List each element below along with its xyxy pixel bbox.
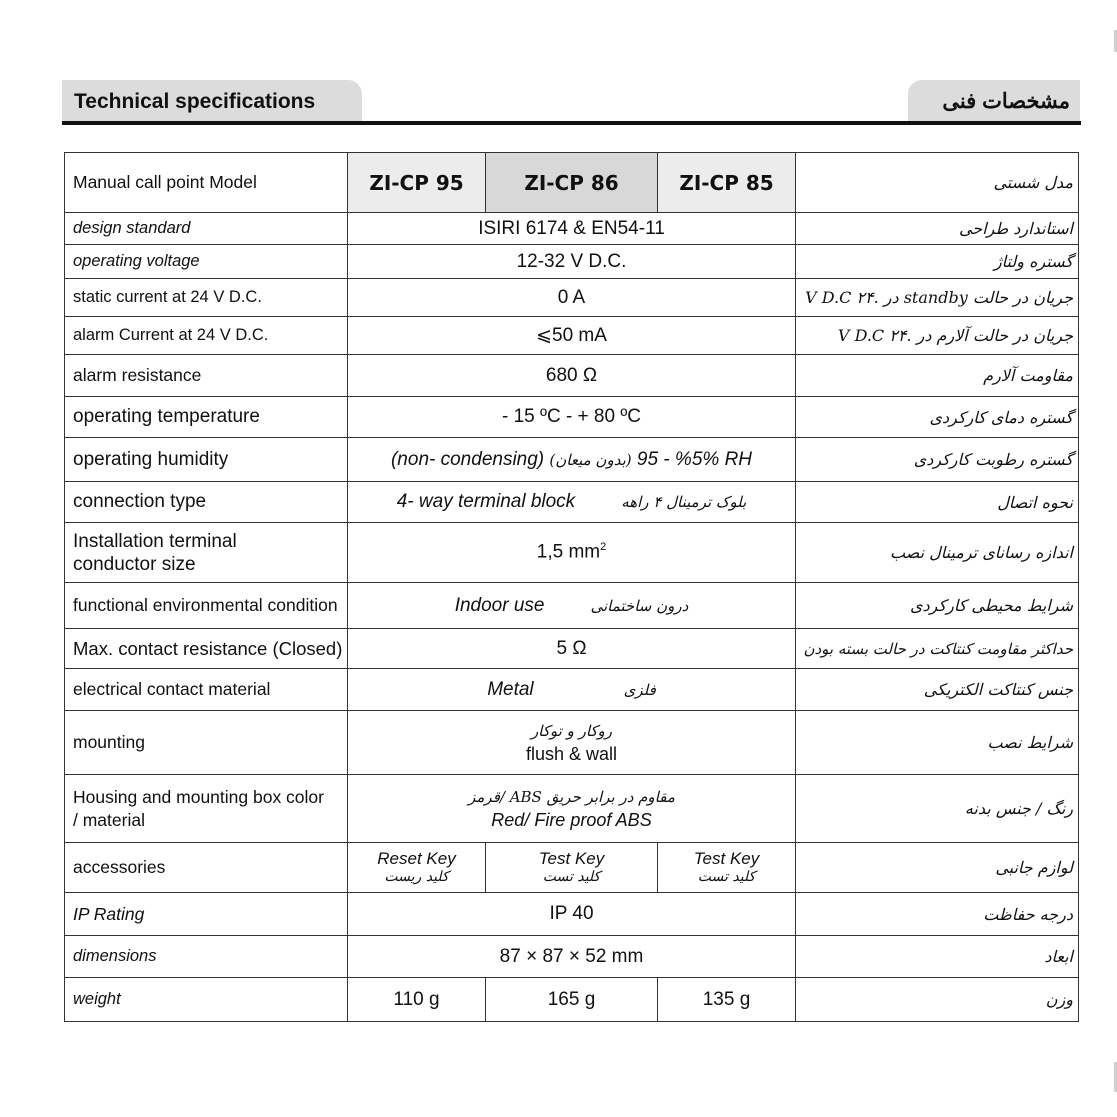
- row-label-en: alarm resistance: [65, 355, 348, 397]
- row-label-fa: اندازه رسانای ترمینال نصب: [796, 523, 1079, 583]
- row-label-fa: مقاومت آلارم: [796, 355, 1079, 397]
- label-line: / material: [73, 809, 145, 830]
- weight-value: 135 g: [658, 978, 796, 1022]
- row-value: [348, 438, 796, 482]
- row-value: 0 A: [348, 279, 796, 317]
- row-value: [348, 583, 796, 629]
- row-label-en: IP Rating: [65, 893, 348, 936]
- row-value: - 15 ºC - + 80 ºC: [348, 397, 796, 438]
- row-value: ⩽50 mA: [348, 317, 796, 355]
- value-range: 5% - 95% RH: [636, 448, 753, 470]
- value-en: 4- way terminal block: [396, 491, 576, 512]
- value-en: Metal: [487, 678, 534, 700]
- value-fa: قرمز/ ABS مقاوم در برابر حریق: [468, 787, 675, 806]
- row-value: 87 × 87 × 52 mm: [348, 936, 796, 978]
- row-label-fa: جریان در حالت standby در .V D.C ۲۴: [796, 279, 1079, 317]
- label-line: Housing and mounting box color: [73, 786, 324, 807]
- row-label-en: [65, 775, 348, 843]
- row-label-fa: شرایط محیطی کارکردی: [796, 583, 1079, 629]
- table-row-operating-voltage: [65, 245, 1079, 279]
- row-label-fa: رنگ / جنس بدنه: [796, 775, 1079, 843]
- row-label-fa: لوازم جانبی: [796, 843, 1079, 893]
- header-rule: [62, 121, 1081, 125]
- value-fa: (بدون میعان): [549, 450, 632, 469]
- row-label-en: electrical contact material: [65, 669, 348, 711]
- table-row-design-standard: [65, 213, 1079, 245]
- accessory-fa: کلید ریست: [384, 868, 449, 885]
- accessory-cell: [658, 843, 796, 893]
- row-label-en: Manual call point Model: [65, 153, 348, 213]
- accessory-cell: [486, 843, 658, 893]
- row-label-en: functional environmental condition: [65, 583, 348, 629]
- row-label-fa: نحوه اتصال: [796, 482, 1079, 523]
- value-en: Red/ Fire proof ABS: [491, 809, 652, 830]
- row-value: 12-32 V D.C.: [348, 245, 796, 279]
- row-label-fa: گستره رطوبت کارکردی: [796, 438, 1079, 482]
- row-label-fa: گستره ولتاژ: [796, 245, 1079, 279]
- row-label-en: mounting: [65, 711, 348, 775]
- value-fa: درون ساختمانی: [590, 596, 689, 615]
- value-text: 1,5 mm: [536, 541, 601, 563]
- table-row-contact-resistance: [65, 629, 1079, 669]
- table-row-operating-humidity: [65, 438, 1079, 482]
- table-row-static-current: [65, 279, 1079, 317]
- row-value: [348, 482, 796, 523]
- table-row-mounting: [65, 711, 1079, 775]
- accessory-en: Test Key: [693, 848, 760, 868]
- table-row-weight: [65, 978, 1079, 1022]
- value-en: flush & wall: [525, 743, 618, 764]
- row-label-fa: درجه حفاظت: [796, 893, 1079, 936]
- row-label-en: operating humidity: [65, 438, 348, 482]
- model-zi-cp-95: ZI-CP 95: [348, 153, 486, 213]
- table-row-housing: [65, 775, 1079, 843]
- row-label-en: design standard: [65, 213, 348, 245]
- accessory-fa: کلید تست: [697, 868, 756, 885]
- value-en: (non- condensing): [390, 448, 545, 470]
- table-row-connection-type: [65, 482, 1079, 523]
- row-value: 680 Ω: [348, 355, 796, 397]
- row-label-en: dimensions: [65, 936, 348, 978]
- row-label-fa: وزن: [796, 978, 1079, 1022]
- table-row-alarm-resistance: [65, 355, 1079, 397]
- section-title-en: Technical specifications: [62, 80, 362, 122]
- row-label-fa: جریان در حالت آلارم در .V D.C ۲۴: [796, 317, 1079, 355]
- value-en: Indoor use: [454, 594, 545, 616]
- table-row-contact-material: [65, 669, 1079, 711]
- row-value: [348, 669, 796, 711]
- accessory-en: Reset Key: [377, 848, 456, 868]
- row-label-fa: ابعاد: [796, 936, 1079, 978]
- accessory-fa: کلید تست: [542, 868, 601, 885]
- table-row-alarm-current: [65, 317, 1079, 355]
- row-label-fa: مدل شستی: [796, 153, 1079, 213]
- model-zi-cp-86: ZI-CP 86: [486, 153, 658, 213]
- row-value: [348, 711, 796, 775]
- table-row-conductor-size: [65, 523, 1079, 583]
- weight-value: 110 g: [348, 978, 486, 1022]
- row-label-fa: حداکثر مقاومت کنتاکت در حالت بسته بودن: [796, 629, 1079, 669]
- value-fa: فلزی: [623, 680, 656, 699]
- row-value: [348, 523, 796, 583]
- row-label-en: operating voltage: [65, 245, 348, 279]
- row-label-fa: استاندارد طراحی: [796, 213, 1079, 245]
- accessory-en: Test Key: [538, 848, 605, 868]
- value-fa: روکار و توکار: [530, 721, 613, 740]
- row-value: [348, 775, 796, 843]
- value-fa: بلوک ترمینال ۴ راهه: [621, 493, 747, 511]
- table-row-accessories: [65, 843, 1079, 893]
- section-title-fa: مشخصات فنی: [908, 80, 1080, 122]
- row-value: ISIRI 6174 & EN54-11: [348, 213, 796, 245]
- value-superscript: 2: [600, 541, 607, 554]
- row-label-en: weight: [65, 978, 348, 1022]
- row-label-en: Max. contact resistance (Closed): [65, 629, 348, 669]
- row-label-en: static current at 24 V D.C.: [65, 279, 348, 317]
- weight-value: 165 g: [486, 978, 658, 1022]
- row-label-en: [65, 523, 348, 583]
- model-zi-cp-85: ZI-CP 85: [658, 153, 796, 213]
- table-row-ip-rating: [65, 893, 1079, 936]
- row-label-fa: گستره دمای کارکردی: [796, 397, 1079, 438]
- table-row-environment: [65, 583, 1079, 629]
- row-label-en: operating temperature: [65, 397, 348, 438]
- row-label-fa: جنس کنتاکت الکتریکی: [796, 669, 1079, 711]
- row-label-en: accessories: [65, 843, 348, 893]
- row-value: IP 40: [348, 893, 796, 936]
- spec-table: [64, 152, 1079, 1022]
- row-value: 5 Ω: [348, 629, 796, 669]
- table-row-model: [65, 153, 1079, 213]
- accessory-cell: [348, 843, 486, 893]
- table-row-operating-temperature: [65, 397, 1079, 438]
- row-label-fa: شرایط نصب: [796, 711, 1079, 775]
- label-line: Installation terminal: [73, 530, 237, 552]
- row-label-en: alarm Current at 24 V D.C.: [65, 317, 348, 355]
- label-line: conductor size: [73, 553, 196, 575]
- row-label-en: connection type: [65, 482, 348, 523]
- table-row-dimensions: [65, 936, 1079, 978]
